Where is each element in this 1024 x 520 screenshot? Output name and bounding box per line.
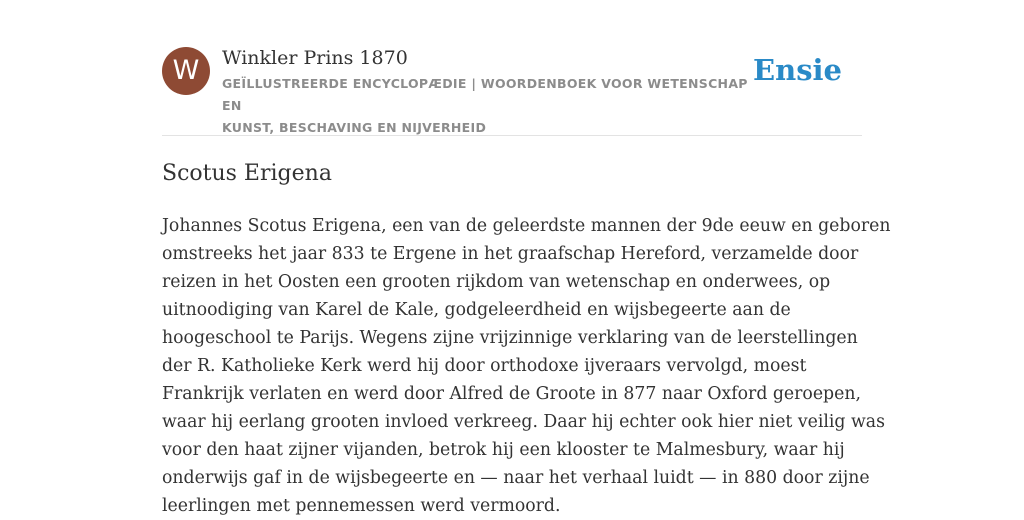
entry-body — [162, 212, 891, 520]
entry-body-line: Johannes Scotus Erigena, een van de geleerdste mannen der 9de eeuw en geboren — [162, 216, 891, 236]
source-subtitle-line: GEÏLLUSTREERDE ENCYCLOPÆDIE | WOORDENBOEK VOOR WETENSCHAP EN — [222, 76, 748, 113]
source-meta — [222, 45, 762, 139]
source-subtitle — [222, 73, 762, 139]
entry-body-line: der R. Katholieke Kerk werd hij door orthodoxe ijveraars vervolgd, moest — [162, 356, 807, 376]
source-avatar[interactable]: W — [162, 47, 210, 95]
entry-body-line: onderwijs gaf in de wijsbegeerte en — naar het verhaal luidt — in 880 door zijne — [162, 468, 870, 488]
entry-body-line: voor den haat zijner vijanden, betrok hij een klooster te Malmesbury, waar hij — [162, 440, 845, 460]
entry-body-line: reizen in het Oosten een grooten rijkdom van wetenschap en onderwees, op — [162, 272, 831, 292]
source-subtitle-line: KUNST, BESCHAVING EN NIJVERHEID — [222, 120, 487, 135]
entry-body-line: omstreeks het jaar 833 te Ergene in het graafschap Hereford, verzamelde door — [162, 244, 859, 264]
source-title[interactable]: Winkler Prins 1870 — [222, 47, 408, 69]
entry-title: Scotus Erigena — [162, 161, 332, 186]
page-container — [162, 0, 891, 516]
entry-body-line: uitnoodiging van Karel de Kale, godgeleerdheid en wijsbegeerte aan de — [162, 300, 791, 320]
ensie-logo-link[interactable]: Ensie — [753, 53, 842, 87]
entry-body-line: hoogeschool te Parijs. Wegens zijne vrijzinnige verklaring van de leerstellingen — [162, 328, 858, 348]
entry-body-line: waar hij eerlang grooten invloed verkreeg. Daar hij echter ook hier niet veilig was — [162, 412, 885, 432]
entry-body-line: leerlingen met pennemessen werd vermoord. — [162, 496, 561, 516]
entry-body-line: Frankrijk verlaten en werd door Alfred de Groote in 877 naar Oxford geroepen, — [162, 384, 861, 404]
source-header — [162, 0, 862, 136]
